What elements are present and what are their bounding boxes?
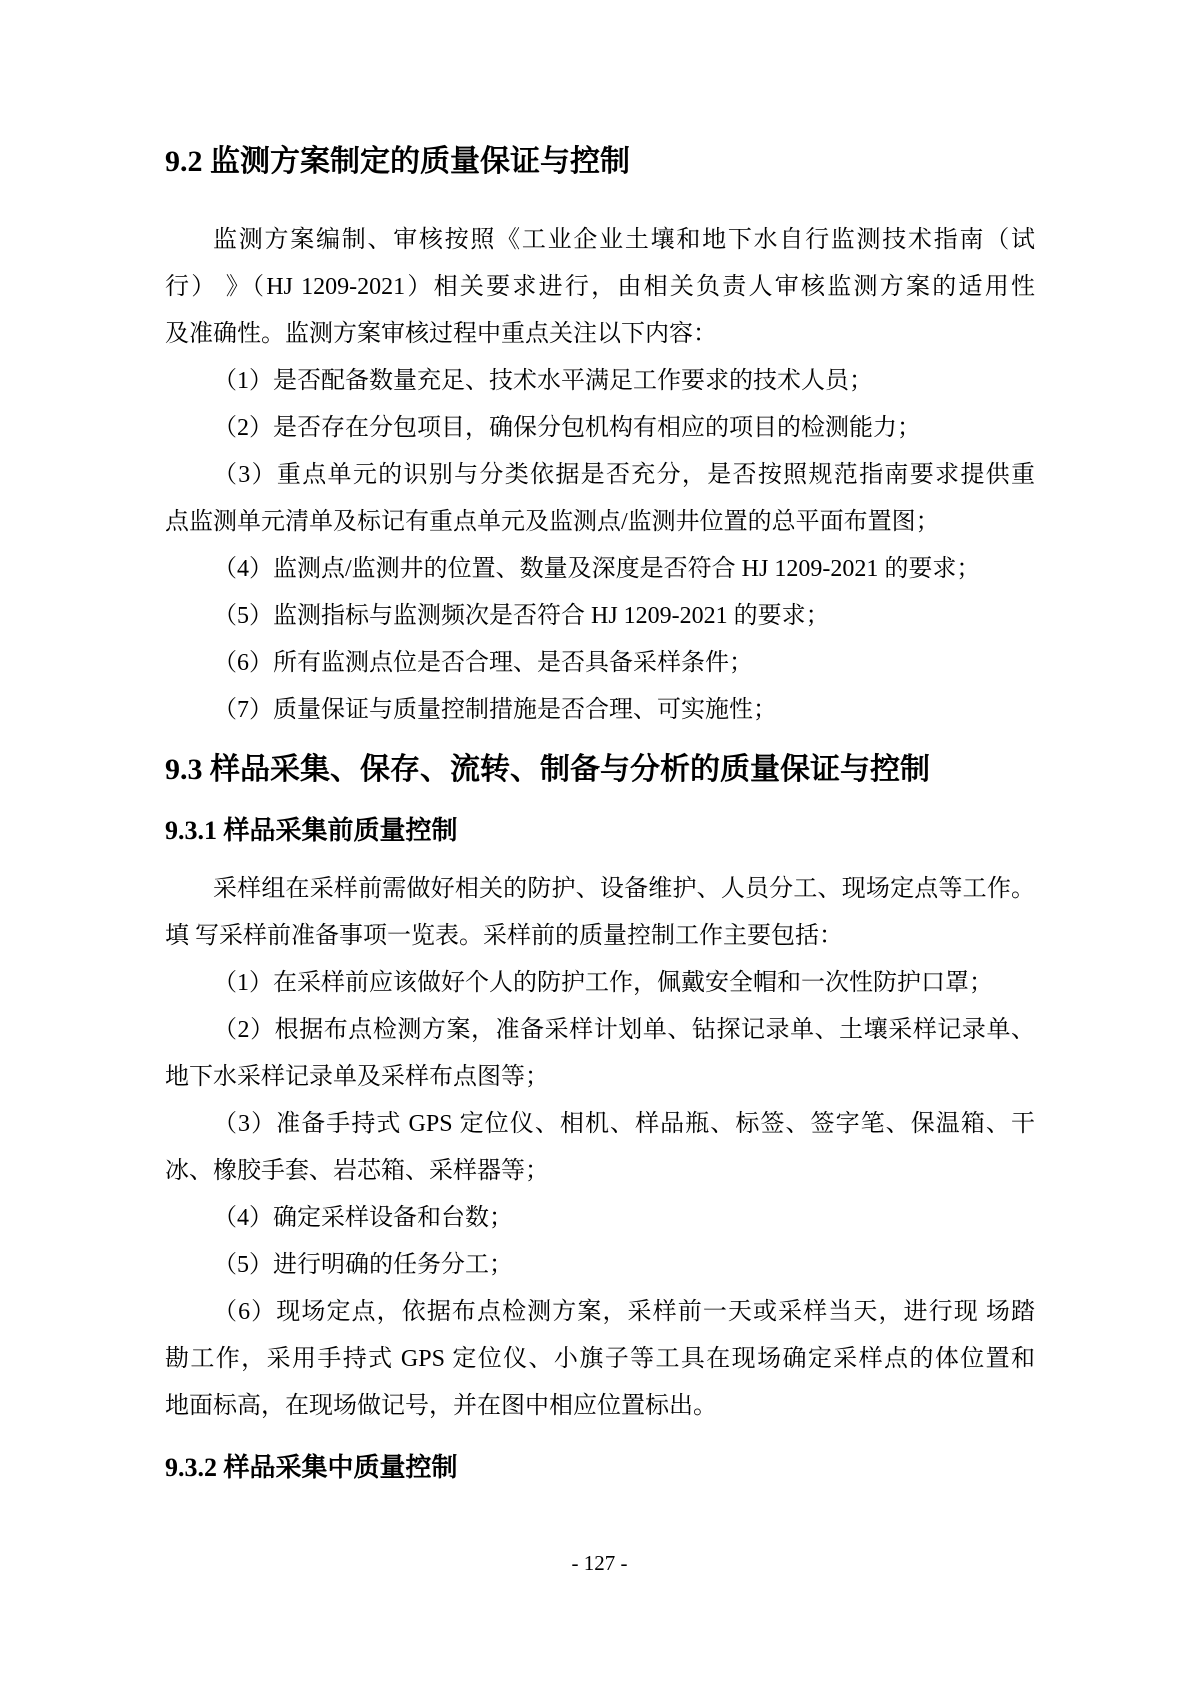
text-line: （6）现场定点，依据布点检测方案，采样前一天或采样当天，进行现 场踏 (213, 1299, 1035, 1325)
list-item-9-3-1-2 (165, 1007, 1035, 1101)
list-item-9-2-1 (165, 358, 1035, 405)
list-item-9-3-1-5 (165, 1242, 1035, 1289)
text-line: （6）所有监测点位是否合理、是否具备采样条件； (213, 650, 753, 676)
list-item-9-3-1-6 (165, 1289, 1035, 1430)
text-line: （1）是否配备数量充足、技术水平满足工作要求的技术人员； (213, 368, 873, 394)
list-item-9-2-3 (165, 452, 1035, 546)
section-heading-9-2: 9.2 监测方案制定的质量保证与控制 (165, 145, 630, 178)
text-line: （1）在采样前应该做好个人的防护工作，佩戴安全帽和一次性防护口罩； (213, 970, 993, 996)
list-item-9-3-1-1 (165, 960, 1035, 1007)
text-line: 及准确性。监测方案审核过程中重点关注以下内容： (165, 321, 717, 347)
list-item-9-2-5 (165, 593, 1035, 640)
list-item-9-2-6 (165, 640, 1035, 687)
text-line: 点监测单元清单及标记有重点单元及监测点/监测井位置的总平面布置图； (165, 509, 940, 535)
list-item-9-2-2 (165, 405, 1035, 452)
text-line: 采样组在采样前需做好相关的防护、设备维护、人员分工、现场定点等工作。 (213, 876, 1035, 902)
section-heading-9-3: 9.3 样品采集、保存、流转、制备与分析的质量保证与控制 (165, 753, 930, 786)
section-heading-9-3-1: 9.3.1 样品采集前质量控制 (165, 816, 458, 845)
list-item-9-2-4 (165, 546, 1035, 593)
text-line: 冰、橡胶手套、岩芯箱、采样器等； (165, 1158, 549, 1184)
text-line: （5）进行明确的任务分工； (213, 1252, 513, 1278)
text-line: （2）根据布点检测方案，准备采样计划单、钻探记录单、土壤采样记录单、 (213, 1017, 1035, 1043)
paragraph-9-2-intro (165, 217, 1035, 358)
text-line: （7）质量保证与质量控制措施是否合理、可实施性； (213, 697, 777, 723)
text-line: （4）监测点/监测井的位置、数量及深度是否符合 HJ 1209-2021 的要求； (213, 556, 981, 582)
text-line: 地面标高，在现场做记号，并在图中相应位置标出。 (165, 1393, 717, 1419)
text-line: （2）是否存在分包项目，确保分包机构有相应的项目的检测能力； (213, 415, 921, 441)
text-line: 勘工作，采用手持式 GPS 定位仪、小旗子等工具在现场确定采样点的体位置和 (165, 1346, 1035, 1372)
paragraph-9-3-1-intro (165, 866, 1035, 960)
text-line: 填 写采样前准备事项一览表。采样前的质量控制工作主要包括： (165, 923, 843, 949)
text-line: 监测方案编制、审核按照《工业企业土壤和地下水自行监测技术指南（试 (213, 227, 1035, 253)
text-line: 行） 》（HJ 1209-2021）相关要求进行，由相关负责人审核监测方案的适用性 (165, 274, 1035, 300)
document-content (165, 138, 1035, 1503)
text-line: （3）准备手持式 GPS 定位仪、相机、样品瓶、标签、签字笔、保温箱、干 (213, 1111, 1035, 1137)
text-line: （4）确定采样设备和台数； (213, 1205, 513, 1231)
text-line: （3）重点单元的识别与分类依据是否充分，是否按照规范指南要求提供重 (213, 462, 1035, 488)
list-item-9-2-7 (165, 687, 1035, 734)
text-line: （5）监测指标与监测频次是否符合 HJ 1209-2021 的要求； (213, 603, 830, 629)
text-line: 地下水采样记录单及采样布点图等； (165, 1064, 549, 1090)
list-item-9-3-1-4 (165, 1195, 1035, 1242)
section-heading-9-3-2: 9.3.2 样品采集中质量控制 (165, 1453, 458, 1482)
list-item-9-3-1-3 (165, 1101, 1035, 1195)
page-number: - 127 - (571, 1551, 628, 1575)
